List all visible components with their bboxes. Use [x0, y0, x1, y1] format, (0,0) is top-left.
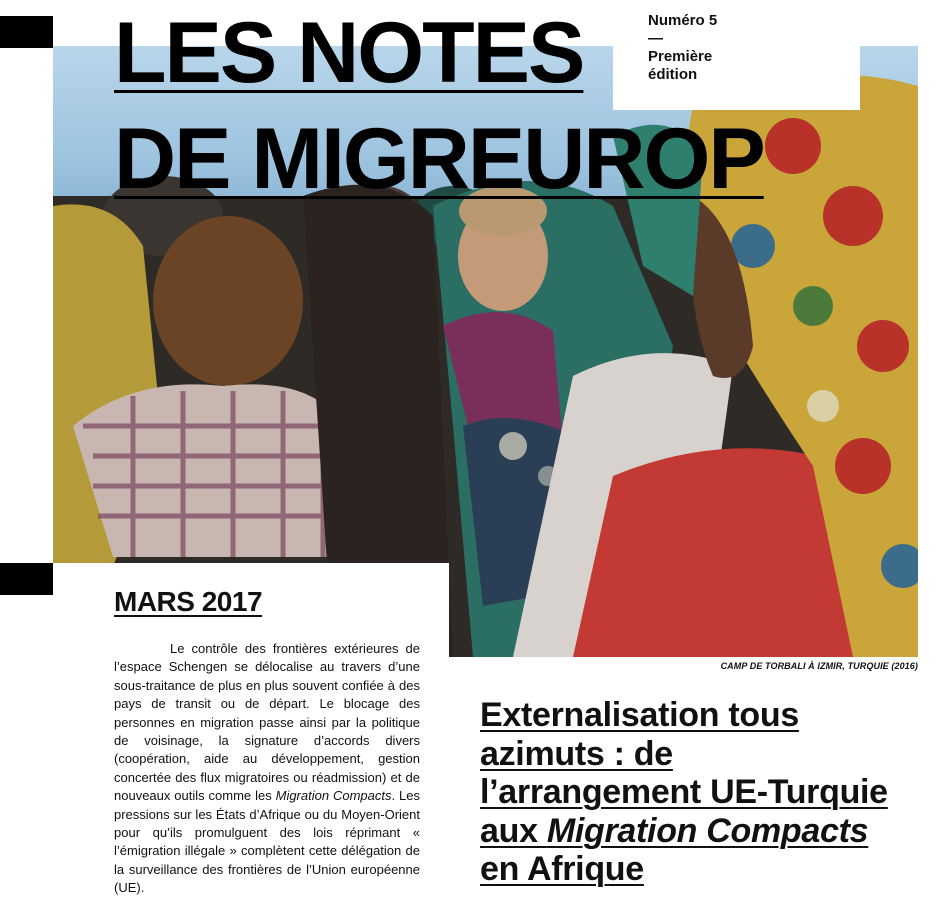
intro-text-part2: . Les pressions sur les États d’Afrique ou du Moyen-Orient pour qu’ils promulguent des lois réprimant « l’émigration illégale » complètent cette délégation de la surveillance des frontières de l’Union européenne (UE). — [114, 788, 420, 896]
article-headline — [480, 696, 900, 889]
issue-edition-line1: Première — [648, 48, 713, 65]
headline-italic: Migration Compacts — [546, 811, 869, 850]
issue-dash: — — [648, 30, 663, 47]
masthead-title — [114, 0, 764, 212]
issue-date: MARS 2017 — [114, 586, 263, 617]
intro-paragraph — [114, 640, 420, 898]
black-tab-top — [0, 16, 53, 48]
headline-part2: en Afrique — [480, 850, 644, 888]
photo-caption: CAMP DE TORBALI À IZMIR, TURQUIE (2016) — [720, 661, 918, 671]
intro-text-italic: Migration Compacts — [275, 788, 392, 804]
issue-number: Numéro 5 — [648, 12, 718, 29]
intro-text-part1: Le contrôle des frontières extérieures de l’espace Schengen se délocalise au travers d’une sous-traitance de plus en plus souvent confiée à des pays de transit ou de départ. Le blocage des personnes en migration passe ainsi par la politique de voisinage, la signature d’accords divers (coopération, aide au développement, gestion concertée des flux migratoires ou réadmission) et de nouveaux outils comme les — [114, 641, 420, 804]
issue-edition-line2: édition — [648, 66, 698, 83]
headline-part1: Externalisation tous azimuts : de l’arrangement UE-Turquie aux — [480, 696, 888, 850]
masthead-title-line2: DE MIGREUROP — [114, 111, 764, 207]
black-tab-bottom — [0, 563, 53, 595]
masthead-title-line1: LES NOTES — [114, 5, 584, 101]
